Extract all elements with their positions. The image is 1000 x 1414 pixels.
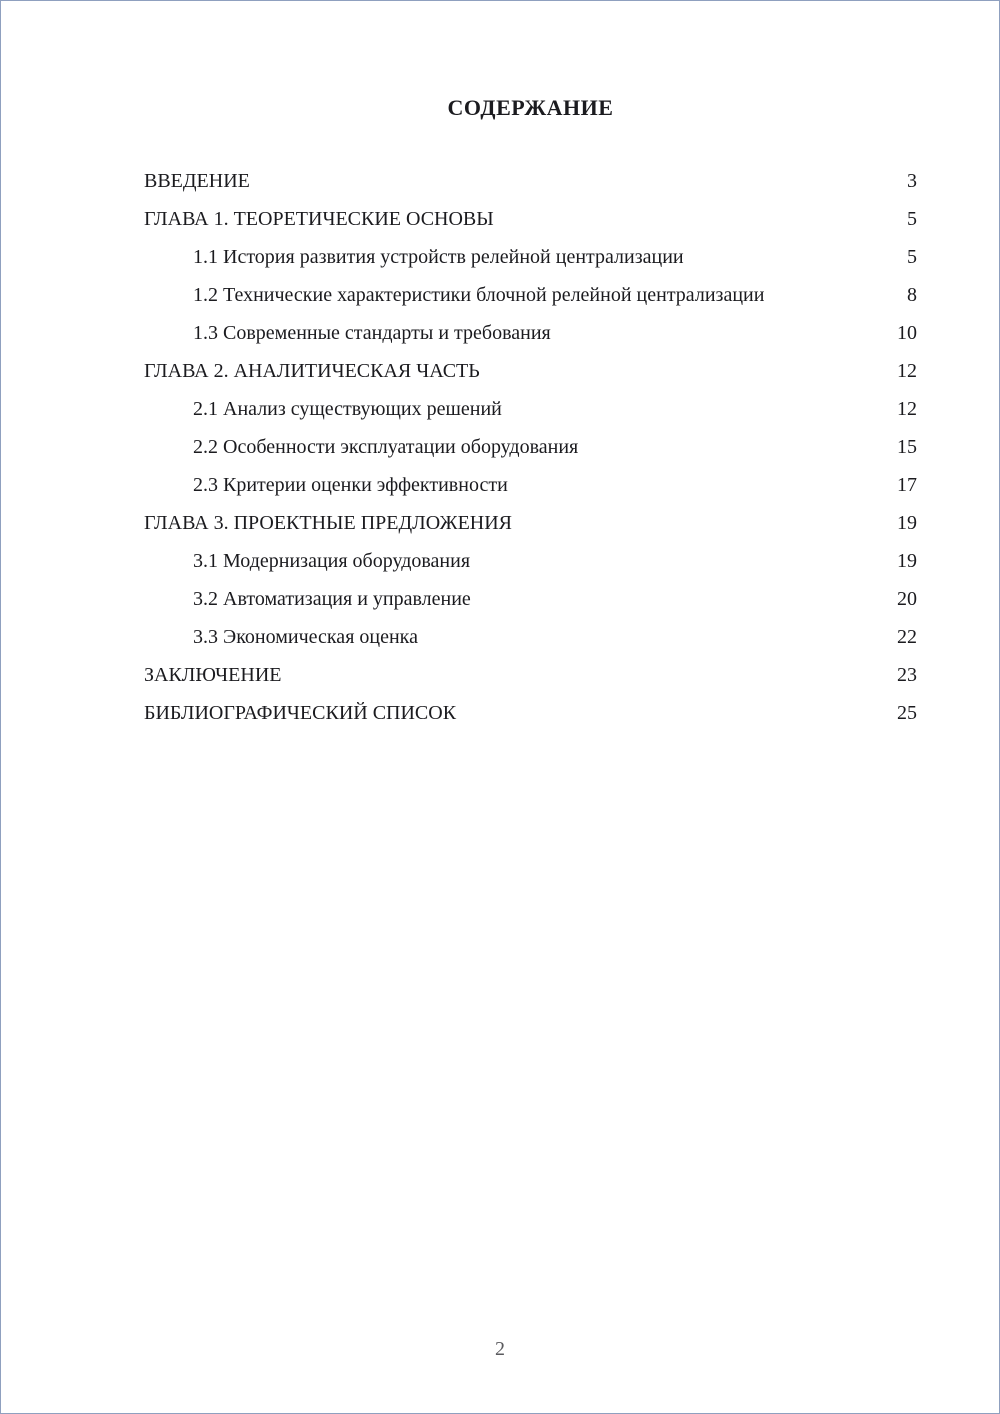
toc-entry-page: 5 bbox=[907, 246, 917, 268]
toc-entry-label: 1.3 Современные стандарты и требования bbox=[193, 322, 551, 344]
toc-entry-page: 3 bbox=[907, 170, 917, 192]
toc-entry bbox=[144, 699, 917, 728]
toc-entry-page: 19 bbox=[897, 550, 917, 572]
toc-entry bbox=[144, 433, 917, 462]
toc-entry-label: 3.3 Экономическая оценка bbox=[193, 626, 418, 648]
toc-entry bbox=[144, 623, 917, 652]
toc-entry bbox=[144, 243, 917, 272]
toc-entry-page: 17 bbox=[897, 474, 917, 496]
table-of-contents bbox=[144, 167, 917, 728]
toc-entry bbox=[144, 281, 917, 310]
toc-entry-label: ГЛАВА 1. ТЕОРЕТИЧЕСКИЕ ОСНОВЫ bbox=[144, 208, 494, 230]
toc-entry-page: 8 bbox=[907, 284, 917, 306]
page-title: СОДЕРЖАНИЕ bbox=[447, 95, 614, 120]
toc-entry bbox=[144, 471, 917, 500]
toc-entry-label: 3.1 Модернизация оборудования bbox=[193, 550, 471, 572]
toc-entry-page: 10 bbox=[897, 322, 917, 344]
toc-entry-page: 25 bbox=[897, 702, 917, 724]
toc-entry-label: 1.2 Технические характеристики блочной релейной централизации bbox=[193, 284, 765, 306]
toc-entry bbox=[144, 167, 917, 196]
toc-entry bbox=[144, 509, 917, 538]
toc-entry-page: 23 bbox=[897, 664, 917, 686]
toc-entry-page: 5 bbox=[907, 208, 917, 230]
toc-entry-label: 2.2 Особенности эксплуатации оборудования bbox=[193, 436, 579, 458]
toc-entry-label: ГЛАВА 3. ПРОЕКТНЫЕ ПРЕДЛОЖЕНИЯ bbox=[144, 512, 513, 534]
toc-entry-label: БИБЛИОГРАФИЧЕСКИЙ СПИСОК bbox=[144, 702, 457, 724]
toc-entry-page: 20 bbox=[897, 588, 917, 610]
toc-entry bbox=[144, 547, 917, 576]
toc-entry-label: 3.2 Автоматизация и управление bbox=[193, 588, 471, 610]
toc-entry-label: ЗАКЛЮЧЕНИЕ bbox=[144, 664, 282, 686]
toc-entry bbox=[144, 205, 917, 234]
toc-entry bbox=[144, 357, 917, 386]
toc-entry bbox=[144, 585, 917, 614]
toc-entry-page: 19 bbox=[897, 512, 917, 534]
toc-entry bbox=[144, 319, 917, 348]
toc-entry-page: 15 bbox=[897, 436, 917, 458]
toc-entry-page: 22 bbox=[897, 626, 917, 648]
toc-entry-page: 12 bbox=[897, 398, 917, 420]
toc-entry-label: 2.3 Критерии оценки эффективности bbox=[193, 474, 508, 496]
footer-page-number: 2 bbox=[495, 1338, 505, 1360]
toc-entry-label: ВВЕДЕНИЕ bbox=[144, 170, 250, 192]
toc-entry bbox=[144, 395, 917, 424]
toc-entry-page: 12 bbox=[897, 360, 917, 382]
toc-entry-label: 2.1 Анализ существующих решений bbox=[193, 398, 502, 420]
toc-entry-label: 1.1 История развития устройств релейной централизации bbox=[193, 246, 684, 268]
toc-entry bbox=[144, 661, 917, 690]
page-content bbox=[1, 1, 999, 728]
toc-entry-label: ГЛАВА 2. АНАЛИТИЧЕСКАЯ ЧАСТЬ bbox=[144, 360, 480, 382]
